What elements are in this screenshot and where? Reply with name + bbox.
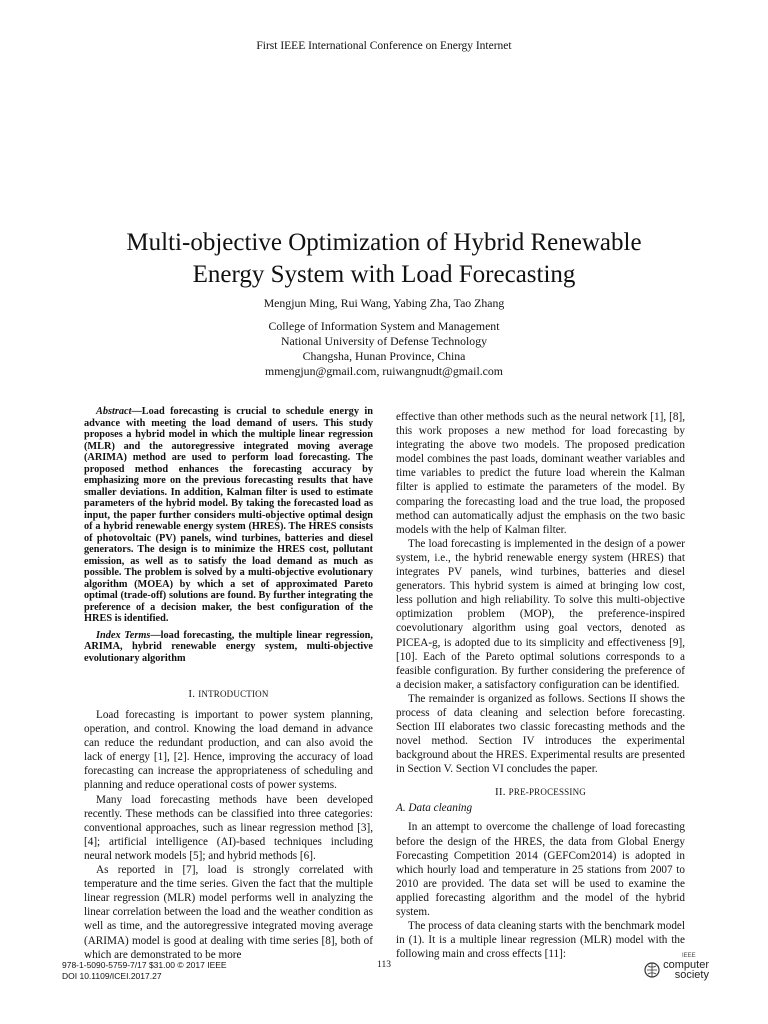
section-numeral: II.	[495, 786, 506, 799]
paragraph: In an attempt to overcome the challenge of load forecasting before the design of the HRES, the data from Global Energy Forecasting Competition 2014 (GEFCom2014) is adopted in which hourly load and temperature in 25 stations from 2007 to 2010 are provided. The data set will be used to examine the applied forecasting algorithm and the model of the hybrid system.	[396, 821, 685, 918]
right-column	[396, 410, 685, 961]
affiliation-line: National University of Defense Technology	[280, 334, 487, 348]
section-numeral: I.	[188, 688, 196, 700]
data-cleaning-body	[396, 820, 685, 961]
abstract-block	[84, 406, 373, 664]
affiliation-line: College of Information System and Management	[268, 319, 500, 333]
section-title: PRE-PROCESSING	[508, 787, 586, 798]
index-terms-label: Index Terms	[96, 629, 151, 641]
title-line-2: Energy System with Load Forecasting	[192, 261, 576, 288]
paragraph: The process of data cleaning starts with the benchmark model in (1). It is a multiple linear regression (MLR) model with the following main and cross effects [11]:	[396, 920, 685, 961]
abstract	[84, 406, 373, 625]
paragraph: As reported in [7], load is strongly correlated with temperature and the time series. Given the fact that the multiple linear regression (MLR) model performs well in analyzing the linear correlation between the load and the weather condition as well as time, and the autoregressive integrated moving average (ARIMA) model is good at dealing with time series [8], both of which are demonstrated to be more	[84, 864, 373, 961]
authors: Mengjun Ming, Rui Wang, Yabing Zha, Tao Zhang	[263, 296, 505, 310]
section-heading-introduction	[84, 688, 373, 700]
left-column	[84, 406, 373, 962]
section-heading-preprocessing	[396, 786, 685, 798]
abstract-label: Abstract	[96, 406, 132, 417]
paper-title	[60, 227, 708, 291]
logo-text	[661, 960, 709, 980]
logo-ieee-text: IEEE	[682, 953, 696, 959]
paragraph: effective than other methods such as the neural network [1], [8], this work proposes a new method for load forecasting by integrating the above two models. The proposed predication model combines the past loads, dominant weather variables and time variables to predict the future load wherein the Kalman filter is applied to estimate the parameters of the model. By comparing the forecasting load and the true load, the proposed method can automatically adjust the emphasis on the two basic models with the help of Kalman filter.	[396, 411, 685, 536]
abstract-text: —Load forecasting is crucial to schedule energy in advance with meeting the load demand of users. This study proposes a hybrid model in which the multiple linear regression (MLR) and the autoregressive integrated moving average (ARIMA) method are used to perform load forecasting. The proposed method enhances the forecasting accuracy by emphasizing more on the previous forecasting results that have smaller deviations. In addition, Kalman filter is used to estimate parameters of the hybrid model. By taking the forecasted load as input, the paper further considers multi-objective optimal design of a hybrid renewable energy system (HRES). The HRES consists of photovoltaic (PV) panels, wind turbines, batteries and diesel generators. The design is to minimize the HRES cost, pollutant emission, as well as to satisfy the load demand as much as possible. The problem is solved by a multi-objective evolutionary algorithm (MOEA) by which a set of approximated Pareto optimal (trade-off) solutions are found. By further integrating the preference of a decision maker, the best configuration of the HRES is identified.	[84, 406, 373, 624]
author-emails: mmengjun@gmail.com, ruiwangnudt@gmail.com	[265, 364, 503, 378]
title-line-1: Multi-objective Optimization of Hybrid Renewable	[126, 229, 642, 256]
paragraph: The remainder is organized as follows. Sections II shows the process of data cleaning and selection before forecasting. Section III elaborates two classic forecasting methods and the novel method. Section IV introduces the experimental background about the HRES. Experimental results are presented in Section V. Section VI concludes the paper.	[396, 692, 685, 776]
paragraph: The load forecasting is implemented in the design of a power system, i.e., the hybrid renewable energy system (HRES) that integrates PV panels, wind turbines, batteries and diesel generators. This hybrid system is aimed at bringing low cost, less pollution and high reliability. To solve this multi-objective optimization problem (MOP), the preference-inspired coevolutionary algorithm using goal vectors, denoted as PICEA-g, is adopted due to its simplicity and effectiveness [9], [10]. Each of the Pareto optimal solutions corresponds to a feasible configuration. By further considering the preference of a decision maker, a satisfactory configuration can be identified.	[396, 537, 685, 691]
paragraph: Load forecasting is important to power system planning, operation, and control. Knowing the load demand in advance can reduce the redundant production, and can also avoid the lack of energy [1], [2]. Hence, improving the accuracy of load forecasting can increase the appropriateness of scheduling and planning and reduce operational costs of power systems.	[84, 709, 373, 792]
index-terms-text: —load forecasting, the multiple linear regression, ARIMA, hybrid renewable energy system, multi-objective evolutionary algorithm	[84, 629, 373, 664]
section-title: INTRODUCTION	[198, 689, 269, 699]
index-terms	[84, 630, 373, 665]
introduction-body	[84, 708, 373, 962]
ieee-computer-society-logo	[640, 952, 714, 984]
subsection-heading-data-cleaning: A. Data cleaning	[396, 802, 473, 815]
affiliation	[0, 319, 768, 379]
right-column-body	[396, 410, 685, 776]
computer-society-icon	[644, 962, 660, 978]
paragraph: Many load forecasting methods have been developed recently. These methods can be classified into three categories: conventional approaches, such as linear regression method [3], [4]; artificial intelligence (AI)-based techniques including neural network models [5]; and hybrid methods [6].	[84, 793, 373, 862]
conference-header: First IEEE International Conference on Energy Internet	[256, 40, 512, 52]
logo-line-1: computer	[663, 959, 709, 971]
isbn-line: 978-1-5090-5759-7/17 $31.00 © 2017 IEEE	[62, 960, 227, 970]
affiliation-line: Changsha, Hunan Province, China	[302, 349, 466, 363]
page-number: 113	[377, 960, 391, 970]
doi-line: DOI 10.1109/ICEI.2017.27	[62, 971, 162, 981]
logo-line-2: society	[674, 969, 709, 981]
